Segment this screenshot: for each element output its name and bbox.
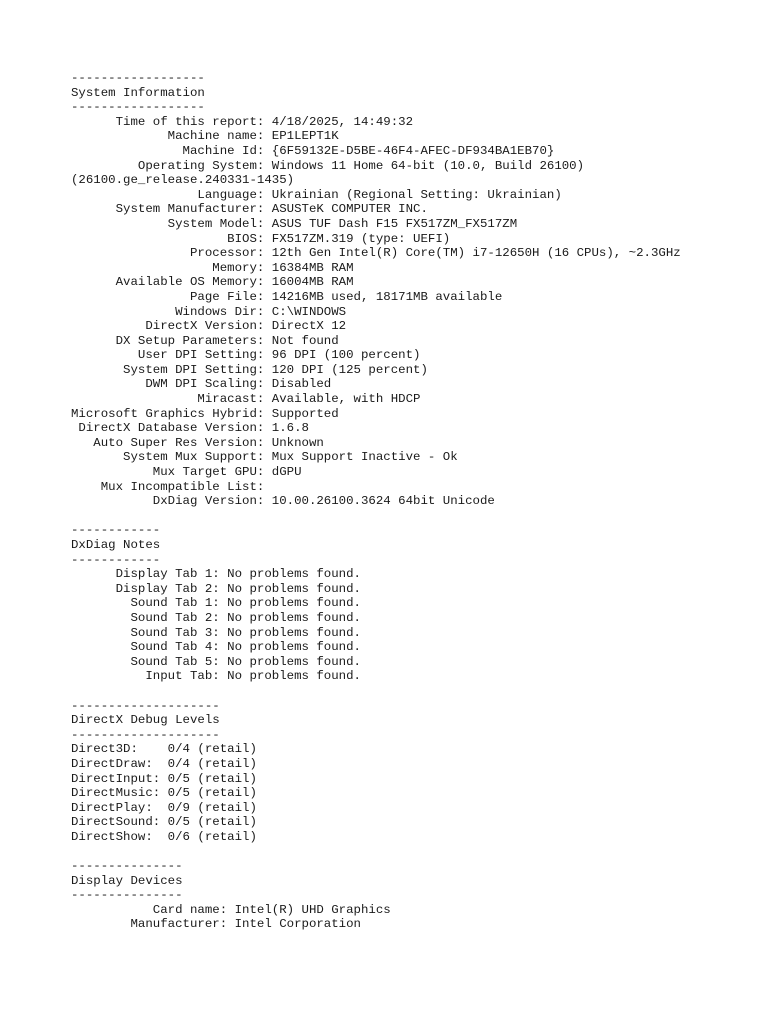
- report-line: User DPI Setting: 96 DPI (100 percent): [71, 348, 421, 363]
- report-line: Mux Target GPU: dGPU: [71, 465, 302, 480]
- report-line: DxDiag Version: 10.00.26100.3624 64bit Unicode: [71, 494, 495, 509]
- report-line: Miracast: Available, with HDCP: [71, 392, 421, 407]
- report-line: Display Tab 2: No problems found.: [71, 581, 361, 596]
- report-line: DirectMusic: 0/5 (retail): [71, 786, 257, 801]
- report-line: Windows Dir: C:\WINDOWS: [71, 304, 347, 319]
- report-line: Sound Tab 3: No problems found.: [71, 625, 361, 640]
- report-line: DirectX Database Version: 1.6.8: [71, 421, 309, 436]
- report-line: ------------------: [71, 71, 205, 85]
- report-line: Time of this report: 4/18/2025, 14:49:32: [71, 114, 414, 129]
- report-line: ---------------: [71, 859, 183, 874]
- report-line: DirectX Version: DirectX 12: [71, 319, 347, 334]
- report-line: Page File: 14216MB used, 18171MB available: [71, 289, 503, 304]
- report-line: Manufacturer: Intel Corporation: [71, 917, 361, 932]
- report-line: Machine name: EP1LEPT1K: [71, 129, 339, 144]
- report-line: [71, 684, 681, 699]
- report-line: Language: Ukrainian (Regional Setting: Ukrainian): [71, 187, 562, 202]
- report-line: Microsoft Graphics Hybrid: Supported: [71, 406, 339, 421]
- report-line: Sound Tab 1: No problems found.: [71, 596, 361, 611]
- report-line: --------------------: [71, 698, 220, 713]
- report-line: [71, 509, 681, 524]
- report-line: DxDiag Notes: [71, 538, 161, 552]
- report-line: ---------------: [71, 888, 183, 903]
- report-line: DirectSound: 0/5 (retail): [71, 815, 257, 830]
- report-line: Display Tab 1: No problems found.: [71, 567, 361, 582]
- report-line: Sound Tab 5: No problems found.: [71, 654, 361, 669]
- report-line: System Manufacturer: ASUSTeK COMPUTER INC.: [71, 202, 428, 217]
- report-line: Machine Id: {6F59132E-D5BE-46F4-AFEC-DF934BA1EB70}: [71, 143, 555, 158]
- report-line: Mux Incompatible List:: [71, 479, 272, 494]
- report-line: (26100.ge_release.240331-1435): [71, 173, 295, 188]
- report-line: System Information: [71, 85, 205, 100]
- report-line: --------------------: [71, 727, 220, 742]
- report-line: ------------------: [71, 100, 205, 115]
- report-line: Sound Tab 2: No problems found.: [71, 610, 361, 625]
- report-line: System Mux Support: Mux Support Inactive - Ok: [71, 450, 458, 465]
- report-line: Direct3D: 0/4 (retail): [71, 742, 257, 757]
- report-line: Auto Super Res Version: Unknown: [71, 435, 324, 450]
- report-line: DirectDraw: 0/4 (retail): [71, 756, 257, 771]
- report-line: Display Devices: [71, 873, 183, 888]
- report-line: DWM DPI Scaling: Disabled: [71, 377, 332, 392]
- report-line: DirectShow: 0/6 (retail): [71, 829, 257, 844]
- report-line: DirectInput: 0/5 (retail): [71, 771, 257, 786]
- report-line: Memory: 16384MB RAM: [71, 260, 354, 275]
- report-line: ------------: [71, 523, 161, 538]
- report-line: Processor: 12th Gen Intel(R) Core(TM) i7-12650H (16 CPUs), ~2.3GHz: [71, 246, 681, 261]
- report-line: System Model: ASUS TUF Dash F15 FX517ZM_FX517ZM: [71, 216, 518, 231]
- dxdiag-report-text: [71, 71, 681, 932]
- report-line: Sound Tab 4: No problems found.: [71, 640, 361, 655]
- report-line: Input Tab: No problems found.: [71, 669, 361, 684]
- report-line: DX Setup Parameters: Not found: [71, 333, 339, 348]
- report-line: Available OS Memory: 16004MB RAM: [71, 275, 354, 290]
- report-line: Operating System: Windows 11 Home 64-bit (10.0, Build 26100): [71, 158, 585, 173]
- report-line: ------------: [71, 552, 161, 567]
- report-line: BIOS: FX517ZM.319 (type: UEFI): [71, 231, 451, 246]
- report-line: Card name: Intel(R) UHD Graphics: [71, 902, 391, 917]
- report-line: [71, 844, 681, 859]
- report-line: System DPI Setting: 120 DPI (125 percent): [71, 362, 428, 377]
- report-line: DirectPlay: 0/9 (retail): [71, 800, 257, 815]
- report-line: DirectX Debug Levels: [71, 713, 220, 728]
